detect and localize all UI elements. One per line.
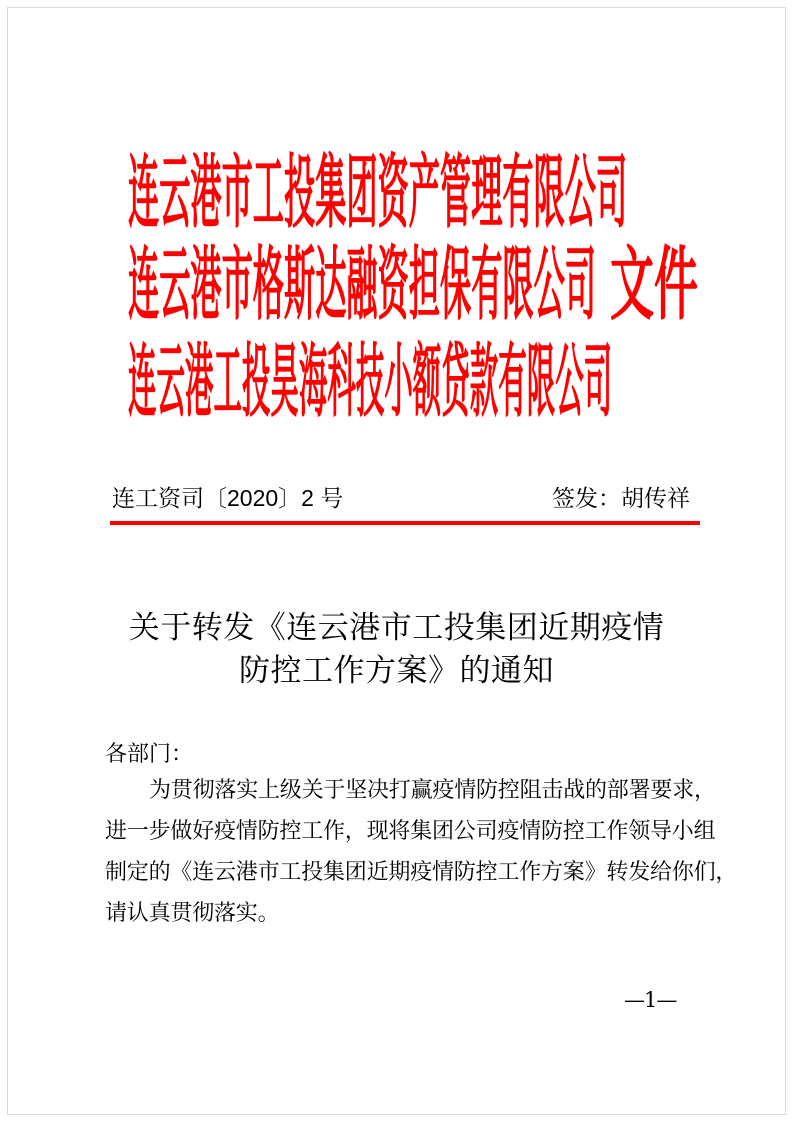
issuer-signature: 签发：胡传祥	[552, 485, 690, 511]
paragraph-line: 为贯彻落实上级关于坚决打赢疫情防控阻击战的部署要求，	[149, 777, 716, 802]
company-name-1: 连云港市工投集团资产管理有限公司	[128, 145, 628, 239]
company-name-3: 连云港工投昊海科技小额贷款有限公司	[128, 334, 613, 428]
document-title	[0, 606, 793, 692]
paragraph-line: 进一步做好疫情防控工作，现将集团公司疫情防控工作领导小组	[105, 818, 716, 843]
doc-number: 连工资司〔2020〕2 号	[112, 485, 344, 511]
paragraph-line: 请认真贯彻落实。	[105, 900, 280, 925]
page-number: —1—	[624, 988, 677, 1012]
red-separator-rule	[110, 521, 700, 525]
letterhead-document-word: 文件	[610, 237, 698, 331]
paragraph-line: 制定的《连云港市工投集团近期疫情防控工作方案》转发给你们，	[105, 859, 738, 884]
body-paragraph	[105, 769, 738, 933]
salutation: 各部门：	[105, 741, 194, 766]
company-name-2: 连云港市格斯达融资担保有限公司	[128, 237, 596, 331]
document-title-line-1: 关于转发《连云港市工投集团近期疫情	[128, 610, 665, 645]
doc-info-row	[112, 483, 693, 513]
document-title-line-2: 防控工作方案》的通知	[239, 653, 554, 688]
